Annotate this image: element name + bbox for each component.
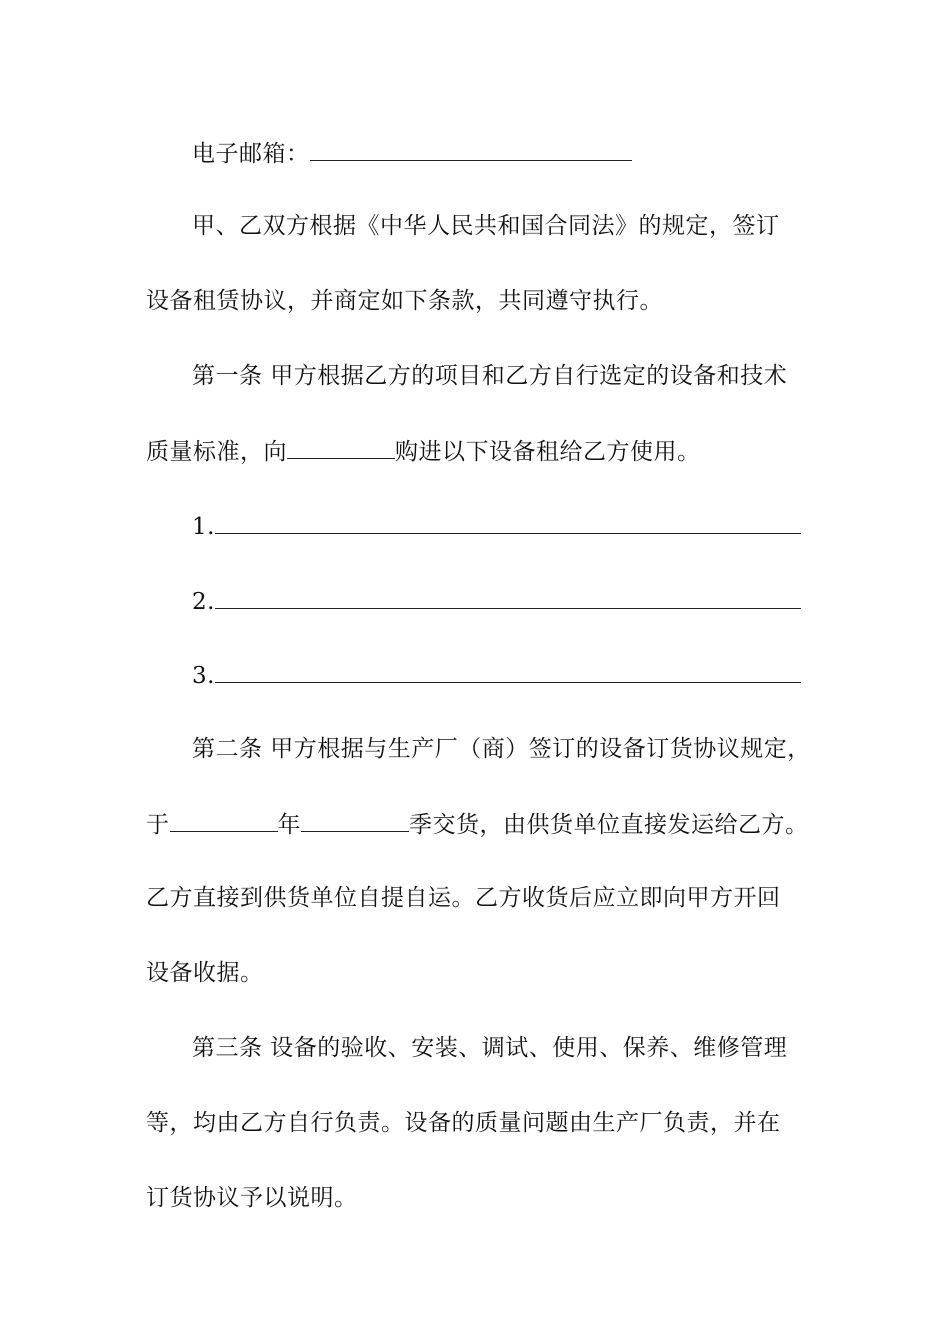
item-blank bbox=[215, 586, 801, 609]
article-3-line-3: 订货协议予以说明。 bbox=[146, 1185, 358, 1211]
article-1-text-a: 质量标准，向 bbox=[146, 439, 287, 465]
article-2-line-4: 设备收据。 bbox=[146, 960, 264, 986]
article-1-text-b: 购进以下设备租给乙方使用。 bbox=[395, 439, 701, 465]
quarter-blank bbox=[301, 809, 409, 832]
equipment-item-1 bbox=[192, 511, 806, 542]
email-line bbox=[192, 138, 806, 169]
equipment-item-3 bbox=[192, 660, 806, 691]
supplier-blank bbox=[287, 436, 395, 459]
article-3-line-1: 第三条 设备的验收、安装、调试、使用、保养、维修管理 bbox=[192, 1035, 788, 1061]
article-3-line-2: 等，均由乙方自行负责。设备的质量问题由生产厂负责，并在 bbox=[146, 1110, 781, 1136]
item-number: 1. bbox=[192, 514, 215, 540]
article-2-text-a: 于 bbox=[146, 812, 170, 838]
item-number: 3. bbox=[192, 663, 215, 689]
intro-line-2: 设备租赁协议，并商定如下条款，共同遵守执行。 bbox=[146, 288, 663, 314]
article-2-text-b: 年 bbox=[277, 812, 301, 838]
item-blank bbox=[215, 660, 801, 683]
article-2-line-1: 第二条 甲方根据与生产厂（商）签订的设备订货协议规定， bbox=[192, 736, 811, 762]
article-2-line-2 bbox=[146, 809, 809, 840]
article-2-text-c: 季交货，由供货单位直接发运给乙方。 bbox=[409, 812, 809, 838]
item-blank bbox=[215, 511, 801, 534]
article-1-line-1: 第一条 甲方根据乙方的项目和乙方自行选定的设备和技术 bbox=[192, 363, 788, 389]
email-label: 电子邮箱： bbox=[192, 141, 310, 167]
equipment-item-2 bbox=[192, 586, 806, 617]
item-number: 2. bbox=[192, 589, 215, 615]
article-2-line-3: 乙方直接到供货单位自提自运。乙方收货后应立即向甲方开回 bbox=[146, 885, 781, 911]
article-1-line-2 bbox=[146, 436, 806, 467]
year-blank bbox=[170, 809, 278, 832]
intro-line-1: 甲、乙双方根据《中华人民共和国合同法》的规定，签订 bbox=[192, 213, 780, 239]
email-blank bbox=[310, 138, 632, 161]
